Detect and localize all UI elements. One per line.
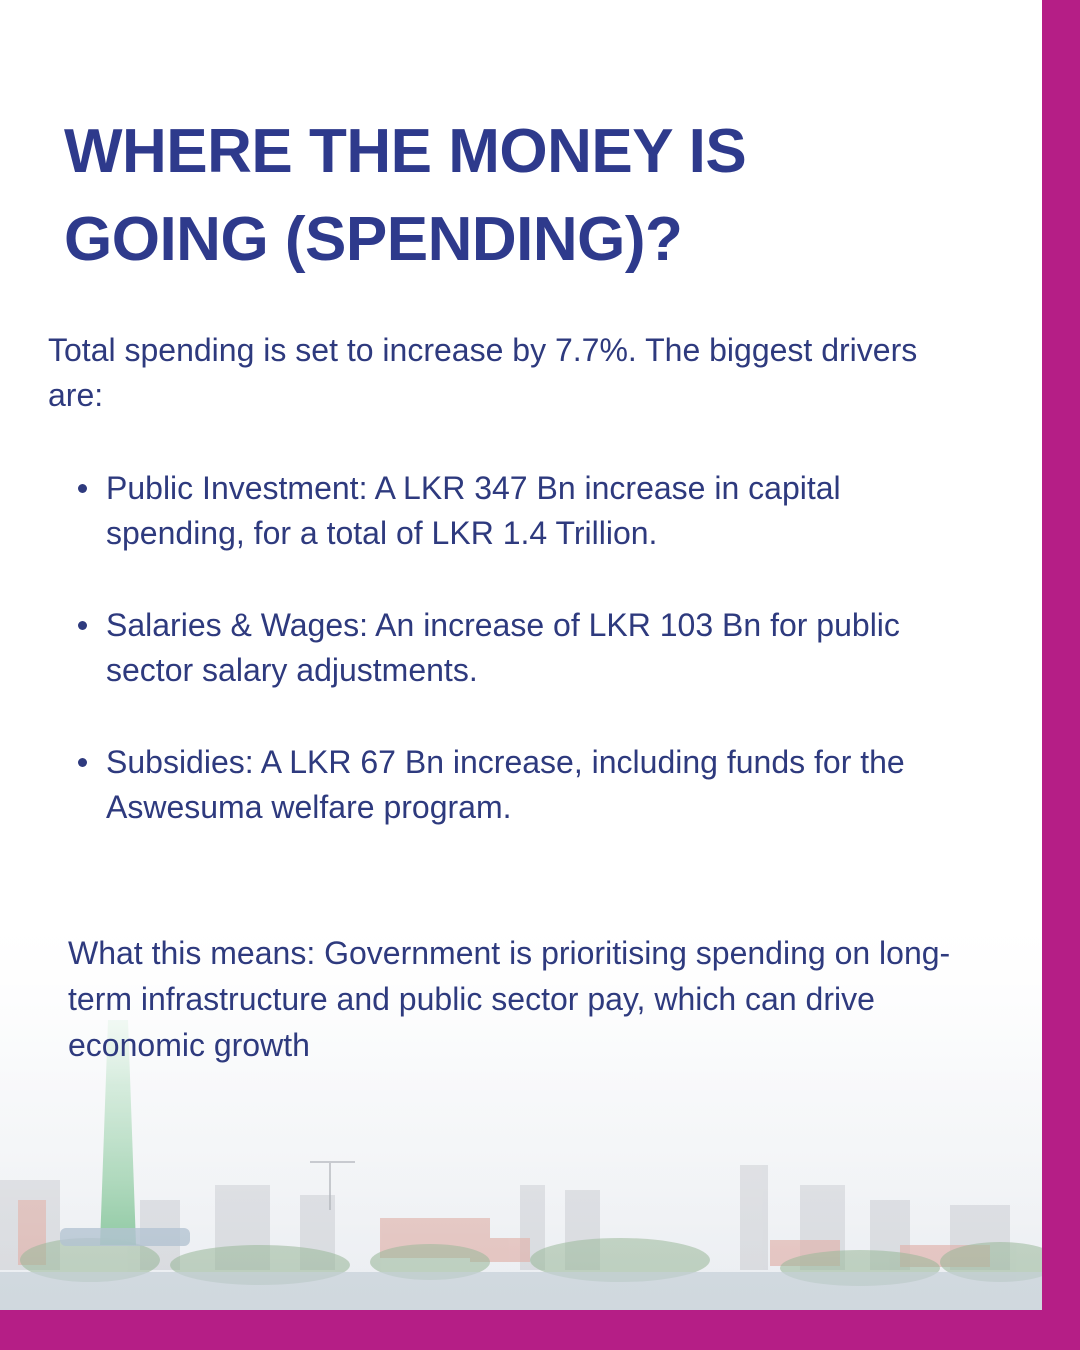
- bullet-icon: [78, 621, 87, 630]
- spending-drivers-list: [76, 466, 956, 877]
- frame-bottom-border: [0, 1310, 1080, 1350]
- intro-text: Total spending is set to increase by 7.7%. The biggest drivers are:: [48, 332, 918, 413]
- driver-subsidies: Subsidies: A LKR 67 Bn increase, including funds for the Aswesuma welfare program.: [106, 744, 905, 825]
- frame-right-border: [1042, 0, 1080, 1350]
- bullet-icon: [78, 484, 87, 493]
- bullet-icon: [78, 758, 87, 767]
- summary-text: What this means: Government is prioritising spending on long-term infrastructure and public sector pay, which can drive economic growth: [68, 935, 951, 1063]
- driver-salaries-wages: Salaries & Wages: An increase of LKR 103 Bn for public sector salary adjustments.: [106, 607, 900, 688]
- list-item: [76, 603, 956, 693]
- driver-public-investment: Public Investment: A LKR 347 Bn increase in capital spending, for a total of LKR 1.4 Trillion.: [106, 470, 841, 551]
- page-title: WHERE THE MONEY IS GOING (SPENDING)?: [64, 117, 747, 274]
- list-item: [76, 740, 956, 830]
- list-item: [76, 466, 956, 556]
